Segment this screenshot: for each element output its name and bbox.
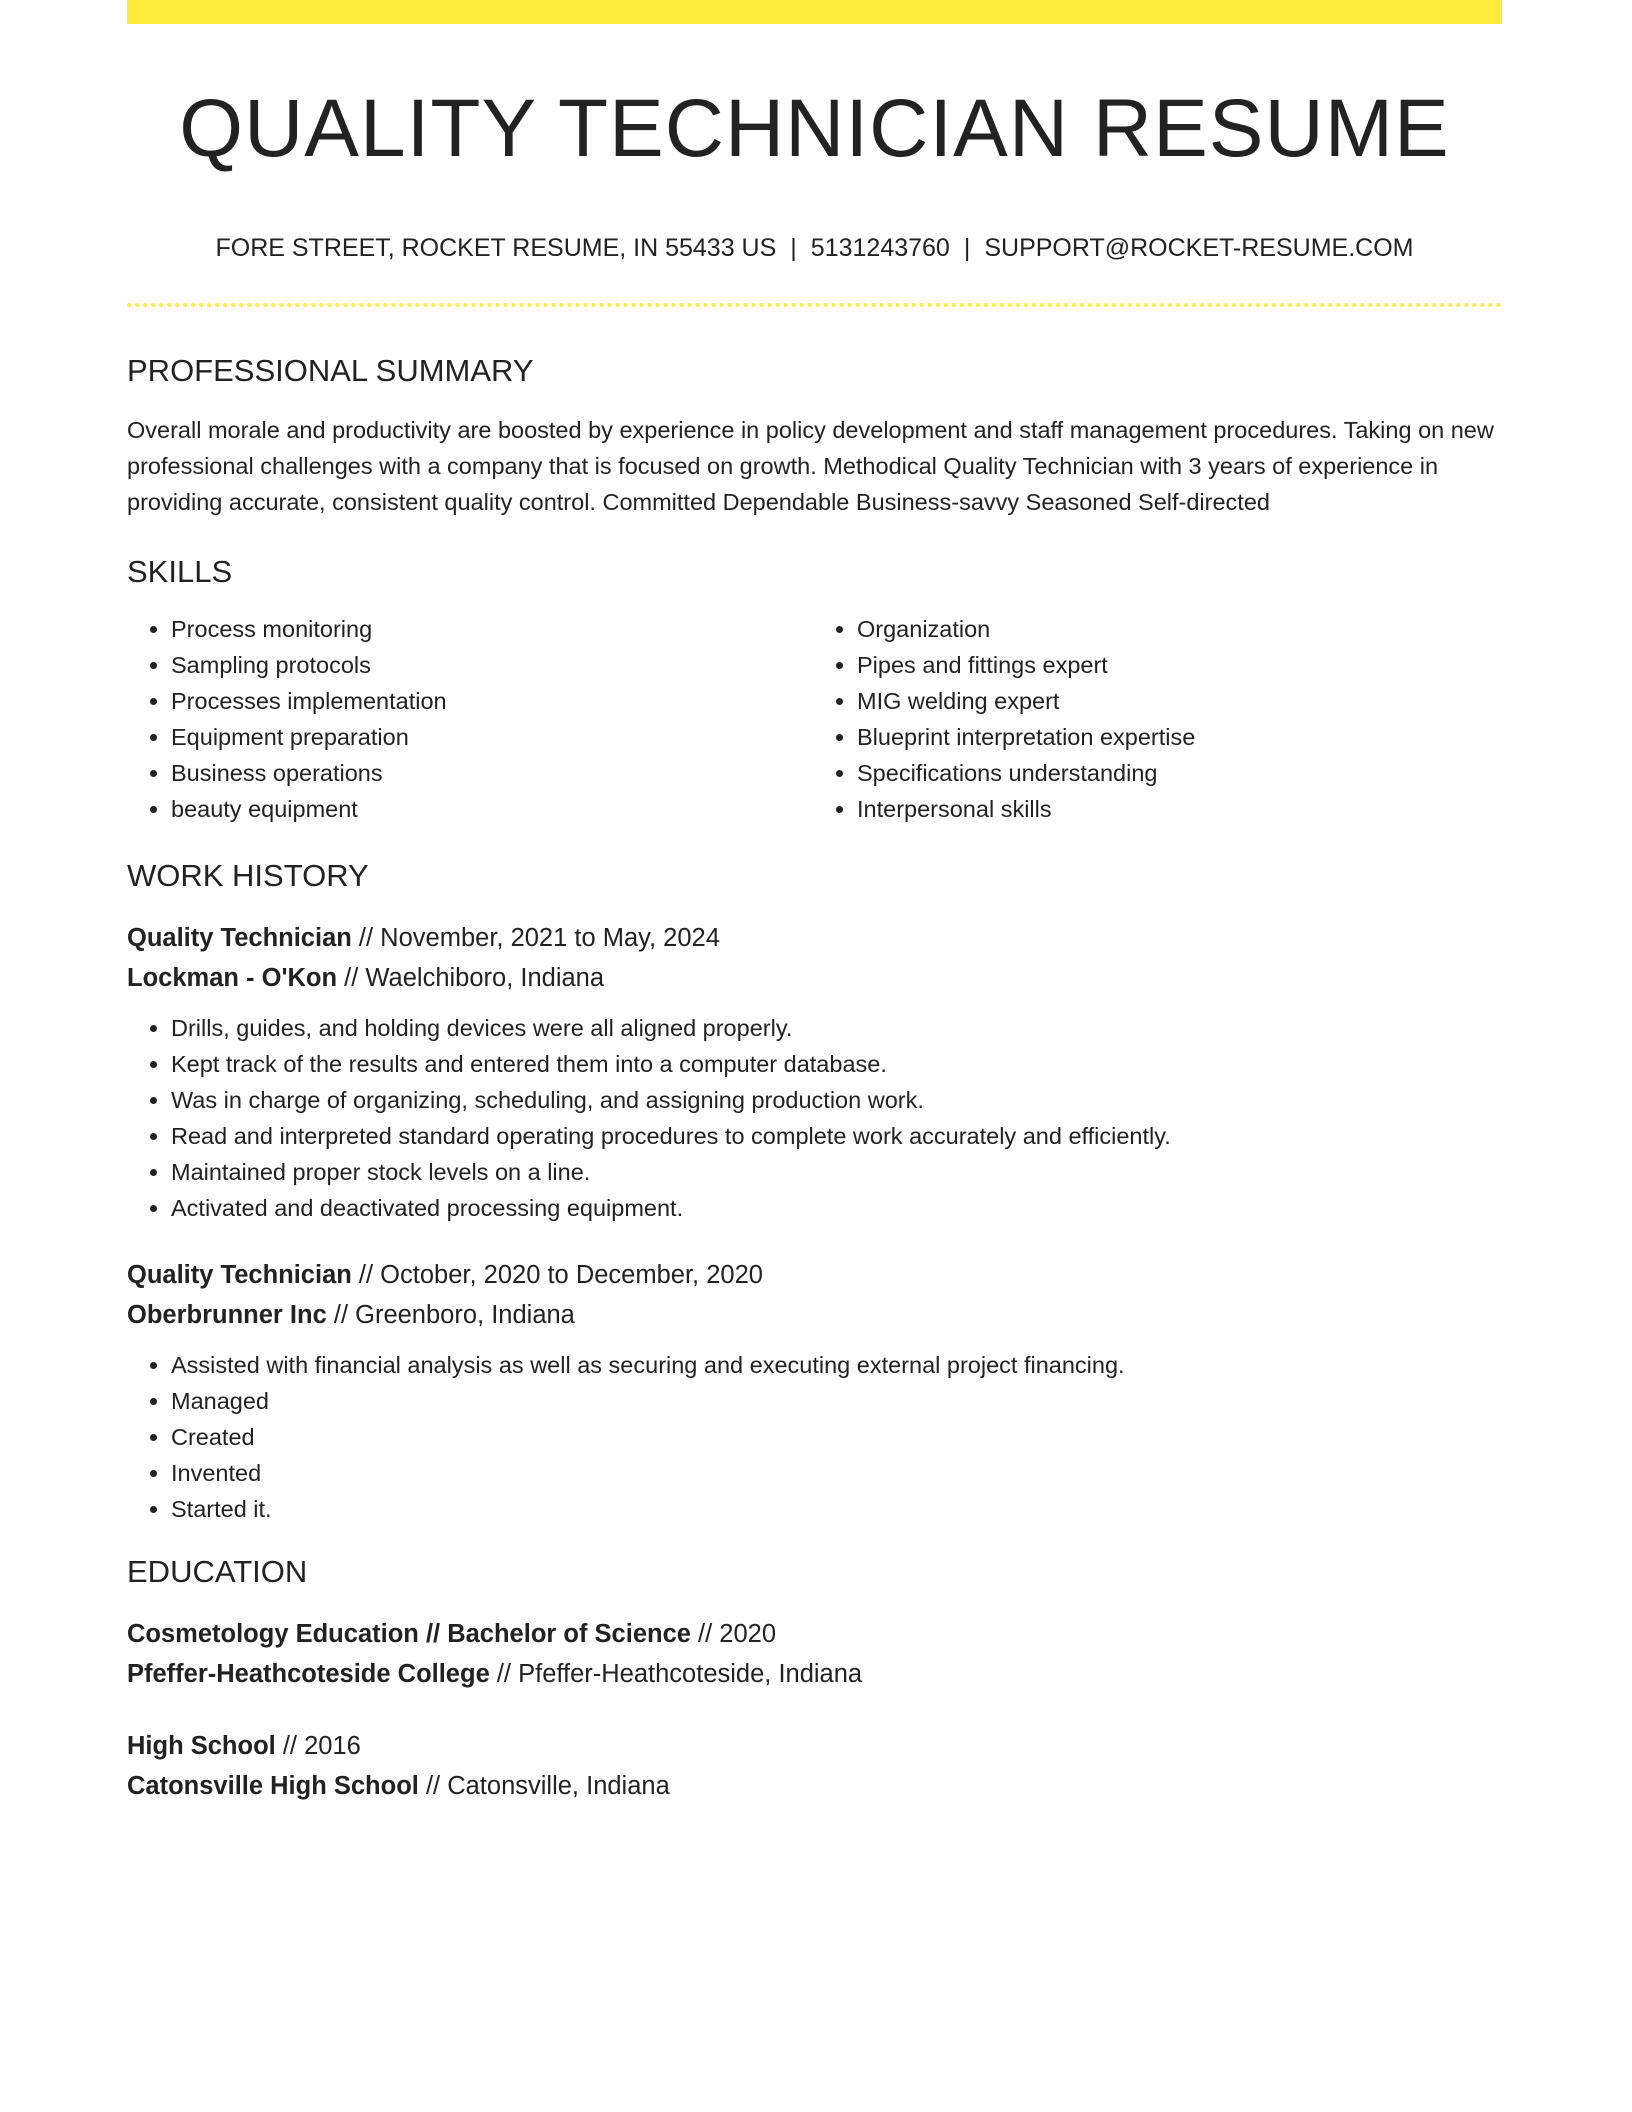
education-entry — [127, 1726, 1502, 1806]
skill-item: • Process monitoring — [171, 611, 805, 647]
contact-email: SUPPORT@ROCKET-RESUME.COM — [984, 234, 1414, 263]
education-school: Pfeffer-Heathcoteside College — [127, 1660, 490, 1689]
job-duty-item: • Read and interpreted standard operating procedures to complete work accurately and efficiently. — [171, 1118, 1502, 1154]
job-company-line — [127, 958, 1502, 998]
education-degree: High School — [127, 1732, 276, 1761]
contact-separator: | — [963, 234, 971, 263]
job-duty-item: • Invented — [171, 1455, 1502, 1491]
skill-item: • Specifications understanding — [857, 755, 1491, 791]
education-degree-line — [127, 1726, 1502, 1766]
job-duty-item: • Started it. — [171, 1491, 1502, 1527]
summary-heading: PROFESSIONAL SUMMARY — [127, 353, 534, 389]
skill-item: • Interpersonal skills — [857, 791, 1491, 827]
job-company-line — [127, 1295, 1502, 1335]
education-degree-line — [127, 1614, 1502, 1654]
job-title: Quality Technician — [127, 1260, 352, 1289]
summary-text: Overall morale and productivity are boosted by experience in policy development and staff management procedures. Taking on new professional challenges with a company that is focused on growth. Methodical Quality Technician with 3 years of experience in providing accurate, consistent quality control. Committed Dependable Business-savvy Seasoned Self-directed — [127, 416, 1494, 515]
education-school: Catonsville High School — [127, 1772, 419, 1801]
job-duty-item: • Assisted with financial analysis as well as securing and executing external project financing. — [171, 1347, 1502, 1383]
skill-item: • Sampling protocols — [171, 647, 805, 683]
contact-separator: | — [790, 234, 797, 263]
work-history-heading: WORK HISTORY — [127, 857, 369, 893]
job-duty-item: • Activated and deactivated processing equipment. — [171, 1190, 1502, 1226]
education-entry — [127, 1614, 1502, 1694]
skill-item: • Blueprint interpretation expertise — [857, 719, 1491, 755]
job-company: Lockman - O'Kon — [127, 963, 338, 992]
dotted-divider — [127, 303, 1502, 307]
job-title-line — [127, 1255, 1502, 1295]
resume-page — [127, 0, 1502, 1806]
skill-item: • beauty equipment — [171, 791, 805, 827]
skills-heading: SKILLS — [127, 553, 233, 589]
job-location: // Waelchiboro, Indiana — [337, 963, 605, 992]
education-degree: Cosmetology Education // Bachelor of Science — [127, 1620, 691, 1649]
education-location: // Catonsville, Indiana — [418, 1772, 670, 1801]
job-title-line — [127, 918, 1502, 958]
job-entry — [127, 1255, 1502, 1527]
education-school-line — [127, 1766, 1502, 1806]
job-dates: // November, 2021 to May, 2024 — [351, 923, 720, 952]
resume-title: QUALITY TECHNICIAN RESUME — [179, 83, 1450, 174]
education-school-line — [127, 1654, 1502, 1694]
contact-address: FORE STREET, ROCKET RESUME, IN 55433 US — [215, 234, 777, 263]
job-entry — [127, 918, 1502, 1226]
contact-phone: 5131243760 — [810, 234, 950, 263]
skill-item: • Equipment preparation — [171, 719, 805, 755]
skill-item: • Organization — [857, 611, 1491, 647]
skills-column-right — [805, 611, 1491, 827]
education-location: // Pfeffer-Heathcoteside, Indiana — [489, 1660, 863, 1689]
skills-column-left — [127, 611, 805, 827]
skill-item: • Pipes and fittings expert — [857, 647, 1491, 683]
skills-list — [127, 611, 1502, 827]
job-duty-item: • Kept track of the results and entered them into a computer database. — [171, 1046, 1502, 1082]
accent-top-bar — [127, 0, 1502, 24]
job-duty-item: • Maintained proper stock levels on a line. — [171, 1154, 1502, 1190]
job-company: Oberbrunner Inc — [127, 1300, 327, 1329]
education-year: // 2016 — [275, 1732, 361, 1761]
job-duty-item: • Was in charge of organizing, scheduling, and assigning production work. — [171, 1082, 1502, 1118]
job-dates: // October, 2020 to December, 2020 — [351, 1260, 763, 1289]
job-duty-item: • Drills, guides, and holding devices were all aligned properly. — [171, 1010, 1502, 1046]
contact-line — [127, 233, 1502, 263]
skill-item: • Processes implementation — [171, 683, 805, 719]
job-duties — [127, 1347, 1502, 1527]
job-duties — [127, 1010, 1502, 1226]
skill-item: • Business operations — [171, 755, 805, 791]
education-year: // 2020 — [690, 1620, 777, 1649]
job-duty-item: • Created — [171, 1419, 1502, 1455]
skill-item: • MIG welding expert — [857, 683, 1491, 719]
job-location: // Greenboro, Indiana — [326, 1300, 575, 1329]
education-heading: EDUCATION — [127, 1553, 308, 1589]
job-duty-item: • Managed — [171, 1383, 1502, 1419]
job-title: Quality Technician — [127, 923, 352, 952]
